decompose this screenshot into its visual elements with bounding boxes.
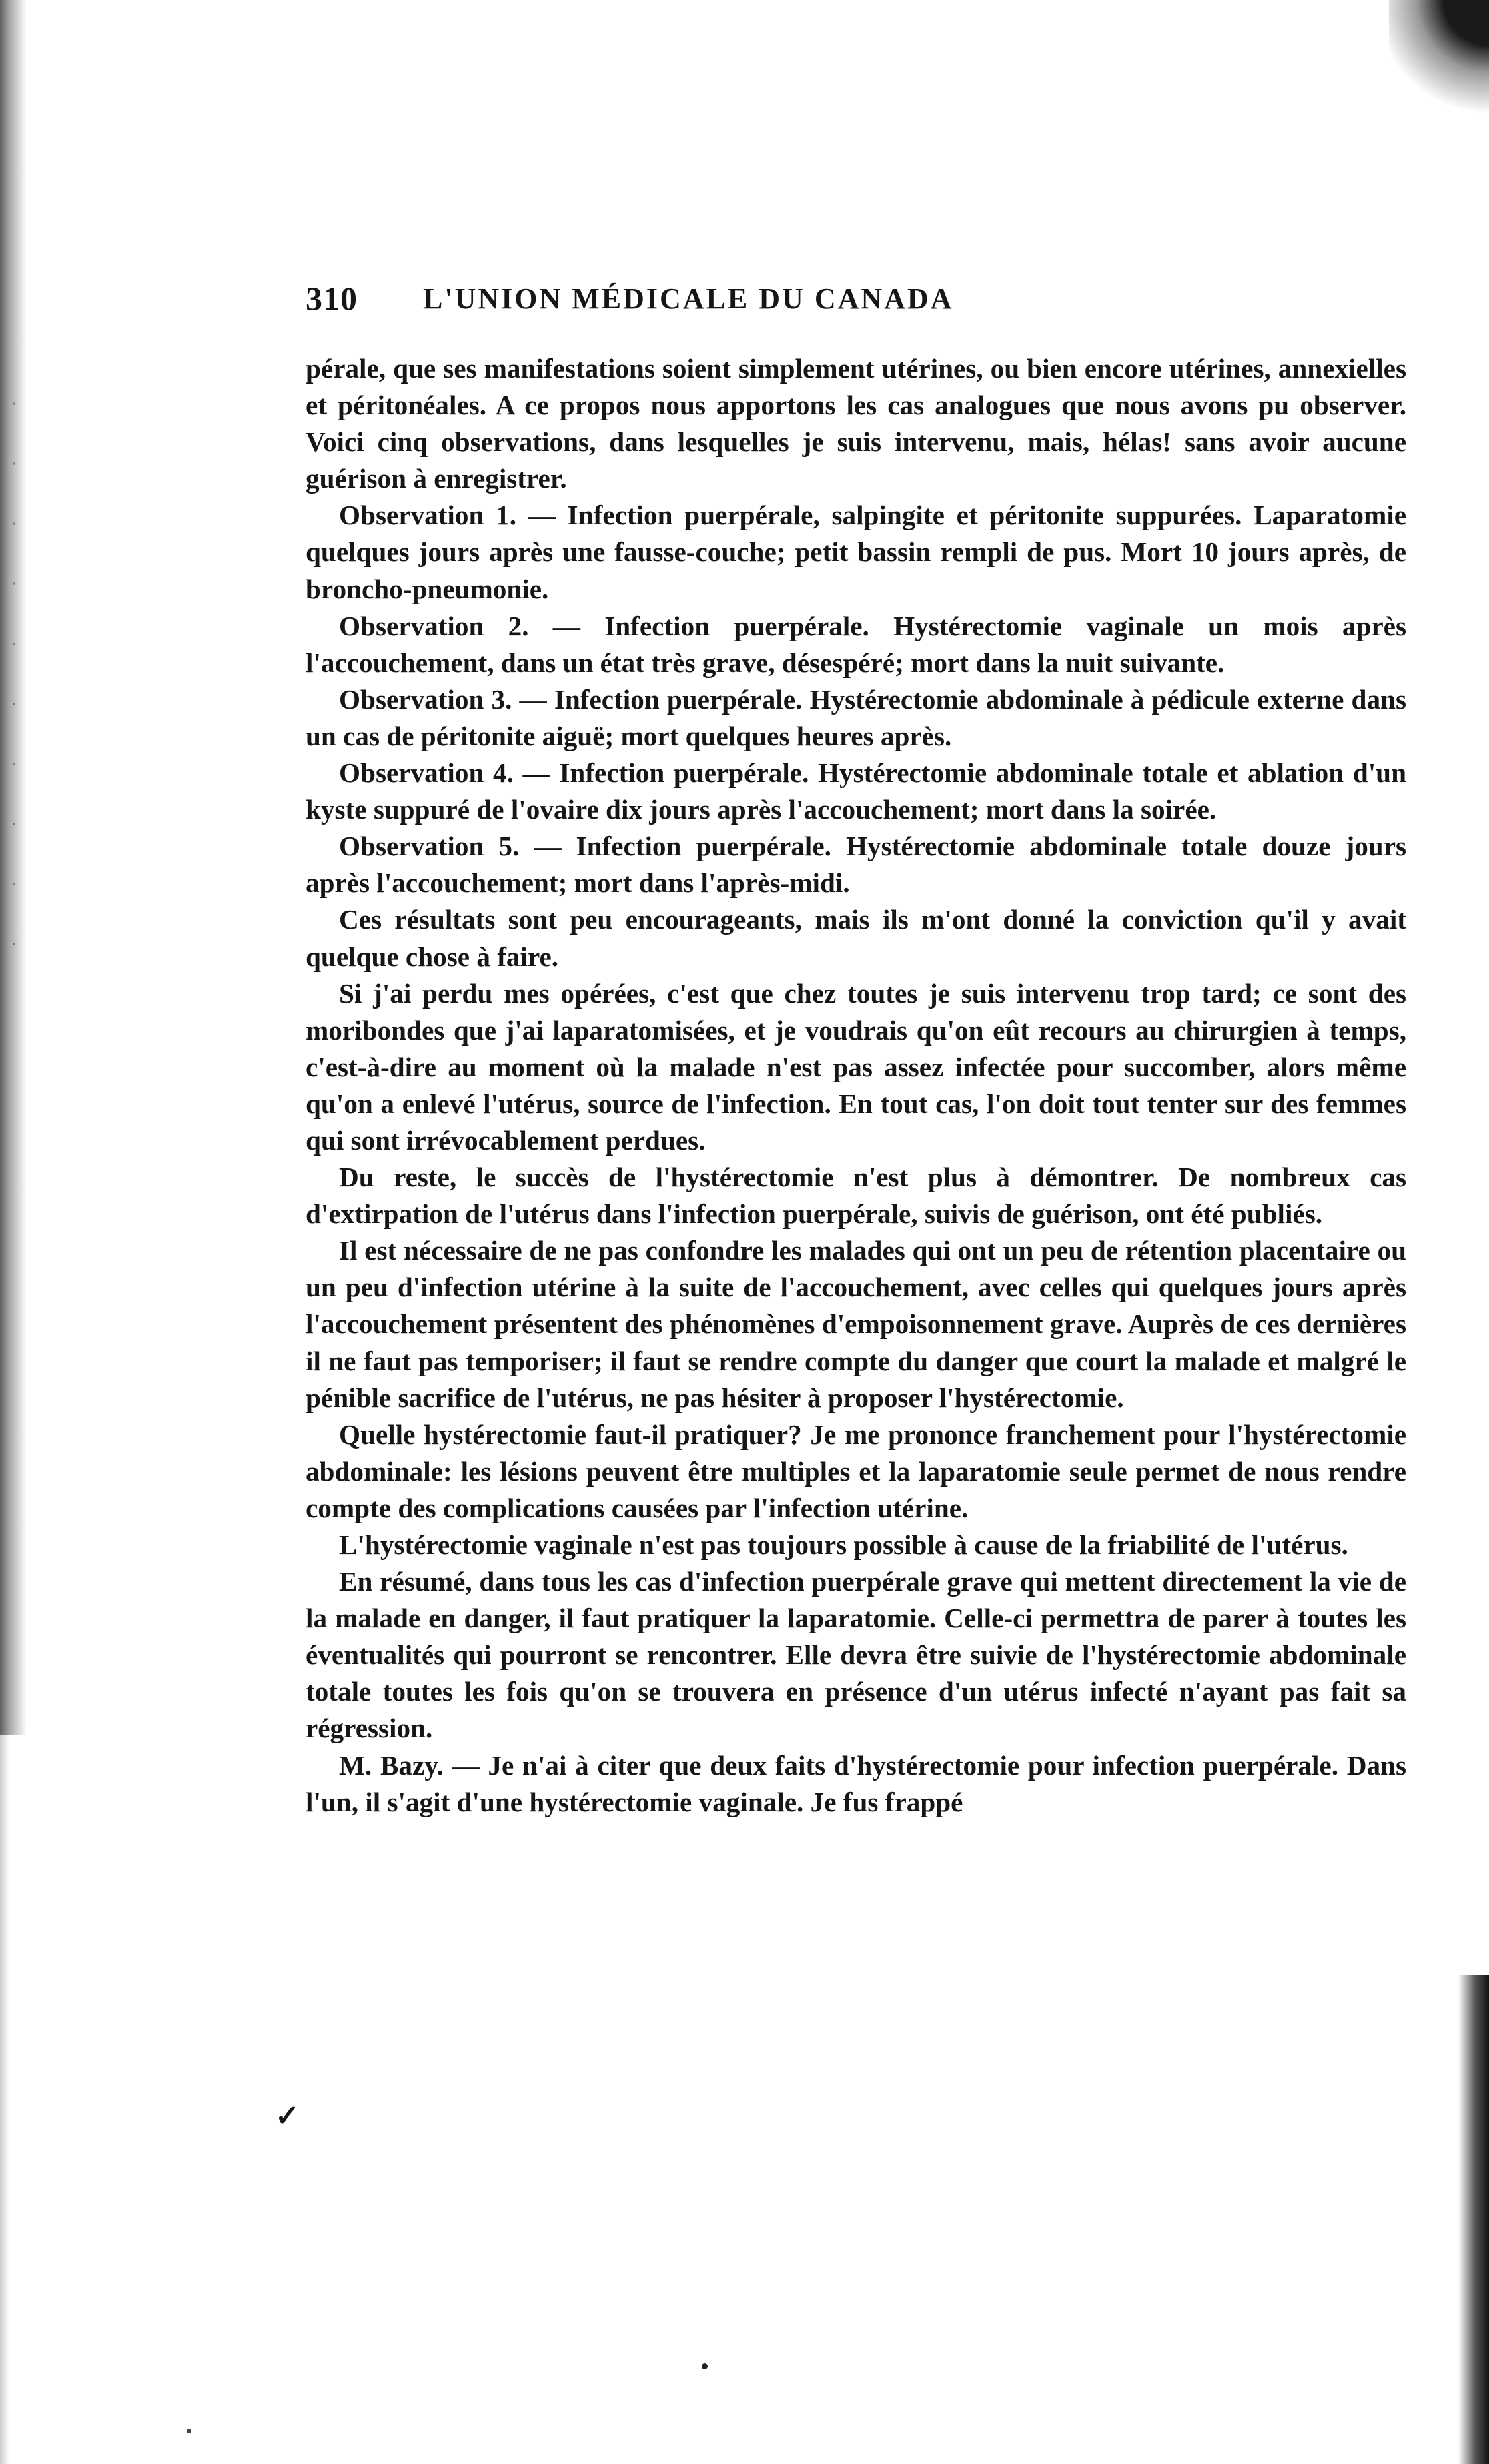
paragraph-bazy: M. Bazy. — Je n'ai à citer que deux faits d'hystérectomie pour infection puerpérale. Dans l'un, il s'agit d'une hystérectomie vaginale. Je fus frappé: [306, 1749, 1406, 1817]
corner-scan-mark: [1389, 0, 1489, 127]
running-head: L'UNION MÉDICALE DU CANADA: [423, 282, 954, 315]
scan-edge-left-lower: [0, 1735, 9, 2464]
paragraph-success: Du reste, le succès de l'hystérectomie n'est plus à démontrer. De nombreux cas d'extirpation de l'utérus dans l'infection puerpérale, suivis de guérison, ont été publiés.: [306, 1162, 1406, 1230]
paragraph-observation-5: Observation 5. — Infection puerpérale. Hystérectomie abdominale totale douze jours après l'accouchement; mort dans l'après-midi.: [306, 831, 1406, 899]
body-text: [306, 350, 1406, 1821]
paragraph-observation-2: Observation 2. — Infection puerpérale. Hystérectomie vaginale un mois après l'accouchement, dans un état très grave, désespéré; mort dans la nuit suivante.: [306, 610, 1406, 678]
paragraph-observation-4: Observation 4. — Infection puerpérale. Hystérectomie abdominale totale et ablation d'un kyste suppuré de l'ovaire dix jours après l'accouchement; mort dans la soirée.: [306, 757, 1406, 825]
paragraph-which-hysterectomy: Quelle hystérectomie faut-il pratiquer? Je me prononce franchement pour l'hystérectomie abdominale: les lésions peuvent être multiples et la laparatomie seule permet de nous rendre compte des complications causées par l'infection utérine.: [306, 1418, 1406, 1523]
margin-specks: [5, 374, 23, 974]
paragraph-distinction: Il est nécessaire de ne pas confondre les malades qui ont un peu de rétention placentaire ou un peu d'infection utérine à la suite de l'accouchement, avec celles qui quelques jours après l'accouchement présentent des phénomènes d'empoisonnement grave. Auprès de ces dernières il ne faut pas temporiser; il faut se rendre compte du danger que court la malade et malgré le pénible sacrifice de l'utérus, ne pas hésiter à proposer l'hystérectomie.: [306, 1235, 1406, 1413]
page-header: [306, 279, 1213, 326]
page-number: 310: [306, 280, 358, 317]
paragraph-observation-3: Observation 3. — Infection puerpérale. Hystérectomie abdominale à pédicule externe dans un cas de péritonite aiguë; mort quelques heures après.: [306, 683, 1406, 751]
paragraph-summary: En résumé, dans tous les cas d'infection puerpérale grave qui mettent directement la vie de la malade en danger, il faut pratiquer la laparatomie. Celle-ci permettra de parer à toutes les éventualités qui pourront se rencontrer. Elle devra être suivie de l'hystérectomie abdominale totale toutes les fois qu'on se trouvera en présence d'un utérus infecté n'ayant pas fait sa régression.: [306, 1566, 1406, 1744]
bottom-speck: [702, 2363, 708, 2369]
paragraph-results: Ces résultats sont peu encourageants, mais ils m'ont donné la conviction qu'il y avait quelque chose à faire.: [306, 904, 1406, 972]
paragraph-late-intervention: Si j'ai perdu mes opérées, c'est que chez toutes je suis intervenu trop tard; ce sont des moribondes que j'ai laparatomisées, et je voudrais qu'on eût recours au chirurgien à temps, c'est-à-dire au moment où la malade n'est pas assez infectée pour succomber, alors même qu'on a enlevé l'utérus, source de l'infection. En tout cas, l'on doit tout tenter sur des femmes qui sont irrévocablement perdues.: [306, 977, 1406, 1156]
paragraph-observation-1: Observation 1. — Infection puerpérale, salpingite et péritonite suppurées. Laparatomie quelques jours après une fausse-couche; petit bassin rempli de pus. Mort 10 jours après, de broncho-pneumonie.: [306, 500, 1406, 604]
scan-edge-right: [1458, 1975, 1489, 2464]
paragraph-continuation: pérale, que ses manifestations soient simplement utérines, ou bien encore utérines, annexielles et péritonéales. A ce propos nous apportons les cas analogues que nous avons pu observer. Voici cinq observations, dans lesquelles je suis intervenu, mais, hélas! sans avoir aucune guérison à enregistrer.: [306, 353, 1406, 494]
bottom-speck-left: [187, 2429, 191, 2433]
margin-mark: ✓: [275, 2100, 300, 2132]
paragraph-vaginal: L'hystérectomie vaginale n'est pas toujours possible à cause de la friabilité de l'utérus.: [339, 1529, 1348, 1560]
